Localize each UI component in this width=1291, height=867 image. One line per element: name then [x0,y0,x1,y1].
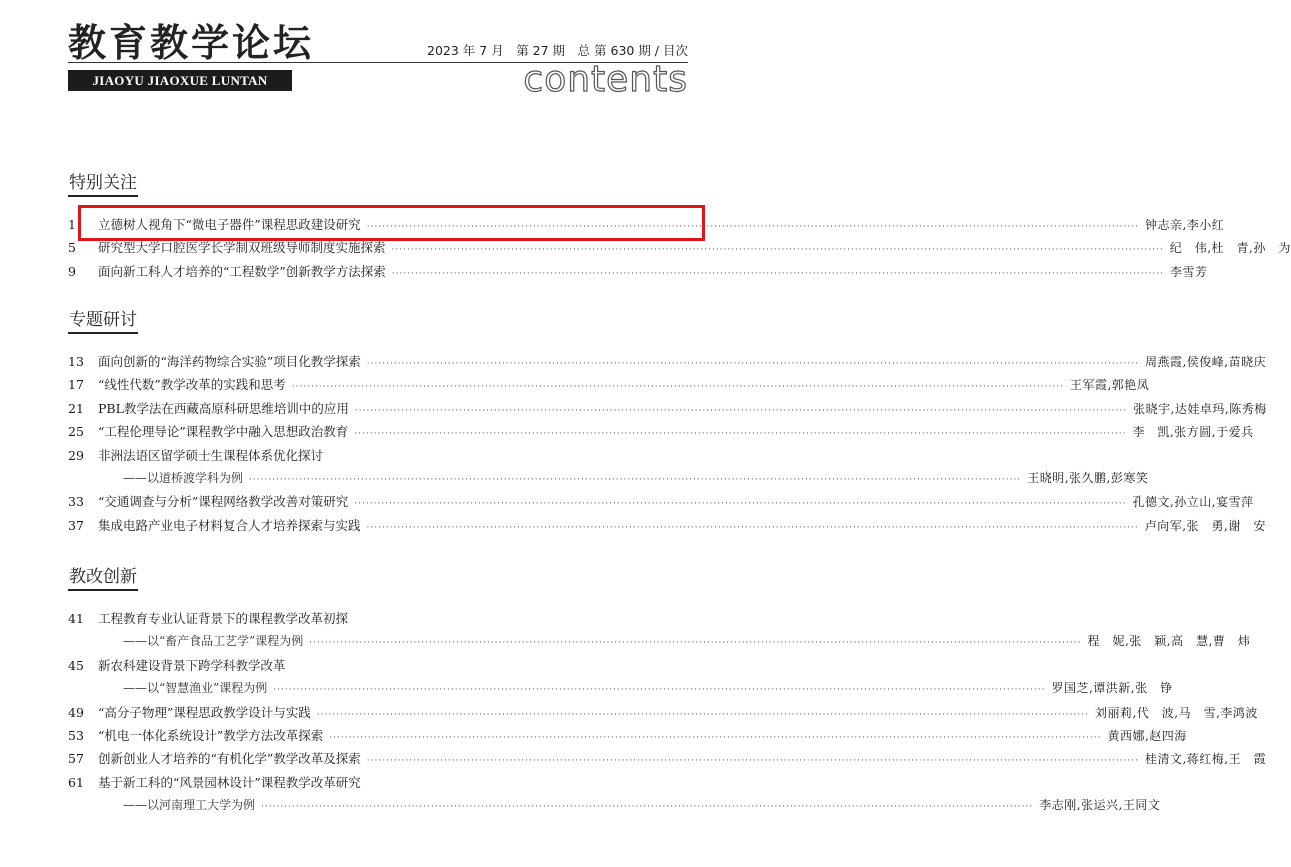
pinyin-banner: JIAOYU JIAOXUE LUNTAN [68,70,292,91]
dot-leader: ········································································································································································································ [366,222,1139,232]
dot-leader: ········································································································································································································ [316,709,1089,720]
toc-entry[interactable] [68,654,688,677]
toc-entry[interactable] [68,397,1267,420]
article-title: 面向新工科人才培养的“工程数学”创新教学方法探索 [98,263,386,279]
article-title: “工程伦理导论”课程教学中融入思想政治教育 [98,424,349,440]
page-number: 41 [68,611,84,626]
article-title: PBL教学法在西藏高原科研思维培训中的应用 [98,400,349,416]
page-number: 45 [68,657,84,673]
dot-leader: ········································································································································································································ [261,802,1034,813]
page-number: 13 [68,354,84,369]
dot-leader: ········································································································································································································ [354,499,1127,510]
toc-subtitle-row[interactable] [68,794,1161,817]
dot-leader: ········································································································································································································ [391,245,1164,256]
article-title: 非洲法语区留学硕士生课程体系优化探讨 [98,447,324,463]
dot-leader: ········································································································································································································ [329,732,1102,743]
toc-entry[interactable] [68,607,688,630]
article-authors: 刘丽莉,代 波,马 雪,李鸿波 [1094,705,1258,720]
page-number: 1 [68,217,76,232]
page-number: 21 [68,400,84,416]
article-authors: 周燕霞,侯俊峰,苗晓庆 [1144,355,1267,369]
highlight-box [78,205,705,241]
toc-entry[interactable] [68,350,1267,373]
dot-leader: ········································································································································································································ [391,268,1164,279]
dot-leader: ········································································································································································································ [354,405,1128,416]
toc-subtitle-row[interactable] [68,630,1251,653]
toc-entry[interactable] [68,373,1150,396]
section-heading: 专题研讨 [68,305,138,334]
dot-leader: ········································································································································································································ [291,382,1064,393]
article-authors: 黄西娜,赵四海 [1107,728,1187,743]
section-heading: 教改创新 [68,562,138,591]
article-authors: 李志刚,张运兴,王同文 [1039,798,1161,813]
article-authors: 程 妮,张 颖,高 慧,曹 炜 [1087,634,1251,649]
article-title: “交通调查与分析”课程网络教学改善对策研究 [98,494,349,510]
article-authors: 李 凯,张方圆,于爱兵 [1132,425,1254,440]
page-number: 33 [68,494,84,510]
article-authors: 王军霞,郭艳凤 [1069,378,1150,393]
article-title: 工程教育专业认证背景下的课程教学改革初探 [98,611,349,626]
article-authors: 王晓明,张久鹏,彭寒笑 [1027,470,1149,485]
section-reform-innovation [68,562,1267,818]
article-title: 面向创新的“海洋药物综合实验”项目化教学探索 [98,354,361,369]
article-authors: 桂清文,蒋红梅,王 霞 [1144,752,1267,767]
page-number: 9 [68,263,76,279]
section-topic-discussion [68,305,1267,537]
article-title: “线性代数”教学改革的实践和思考 [98,377,286,393]
page-number: 49 [68,704,84,720]
article-title: ——以道桥渡学科为例 [123,470,244,485]
toc-subtitle-row[interactable] [68,467,1149,490]
page-number: 61 [68,774,84,790]
toc-subtitle-row[interactable] [68,677,1173,700]
article-title: “机电一体化系统设计”教学方法改革探索 [98,727,324,743]
article-authors: 卢向军,张 勇,谢 安 [1144,518,1266,533]
article-title: 集成电路产业电子材料复合人才培养探索与实践 [98,517,361,533]
toc-entry[interactable] [68,444,688,467]
article-title: ——以河南理工大学为例 [123,798,256,813]
dot-leader: ········································································································································································································ [366,756,1139,767]
article-authors: 纪 伟,杜 青,孙 为 [1169,241,1291,256]
toc-entry[interactable] [68,771,688,794]
dot-leader: ········································································································································································································ [249,474,1022,485]
article-authors: 张晓宇,达娃卓玛,陈秀梅 [1133,401,1267,416]
article-authors: 孔德文,孙立山,宴雪萍 [1132,495,1254,510]
article-title: 研究型大学口腔医学长学制双班级导师制度实施探索 [98,240,386,256]
article-authors: 罗国芝,谭洪新,张 铮 [1051,681,1173,696]
article-title: 立德树人视角下“微电子器件”课程思政建设研究 [98,217,361,232]
toc-entry[interactable] [68,514,1266,537]
article-title: 基于新工科的“风景园林设计”课程教学改革研究 [98,774,361,790]
dot-leader: ········································································································································································································ [366,522,1139,533]
page-number: 29 [68,447,84,463]
article-title: “高分子物理”课程思政教学设计与实践 [98,704,311,720]
contents-label: contents [523,59,688,100]
article-title: 新农科建设背景下跨学科教学改革 [98,657,286,673]
issue-info: 2023 年 7 月 第 27 期 总 第 630 期 / 目次 [427,43,688,58]
article-authors: 钟志亲,李小红 [1144,218,1225,232]
toc-entry[interactable] [68,701,1258,724]
page-number: 53 [68,727,84,743]
article-title: ——以“智慧渔业”课程为例 [123,681,268,696]
page-number: 37 [68,517,84,533]
toc-entry[interactable] [68,724,1187,747]
journal-title: 教育教学论坛 [68,21,315,65]
page-number: 25 [68,424,84,440]
page-number: 57 [68,751,84,767]
dot-leader: ········································································································································································································ [354,429,1127,440]
toc-entry[interactable] [68,747,1267,770]
page-number: 5 [68,240,76,256]
page-number: 17 [68,377,84,393]
toc-entry[interactable] [68,490,1254,513]
section-heading: 特别关注 [68,168,138,197]
toc-entry[interactable] [68,260,1208,283]
dot-leader: ········································································································································································································ [366,359,1139,369]
dot-leader: ········································································································································································································ [309,638,1082,649]
article-authors: 李雪芳 [1169,264,1208,279]
toc-entry[interactable] [68,420,1254,443]
dot-leader: ········································································································································································································ [273,685,1046,696]
article-title: 创新创业人才培养的“有机化学”教学改革及探索 [98,751,361,767]
article-title: ——以“畜产食品工艺学”课程为例 [123,634,304,649]
